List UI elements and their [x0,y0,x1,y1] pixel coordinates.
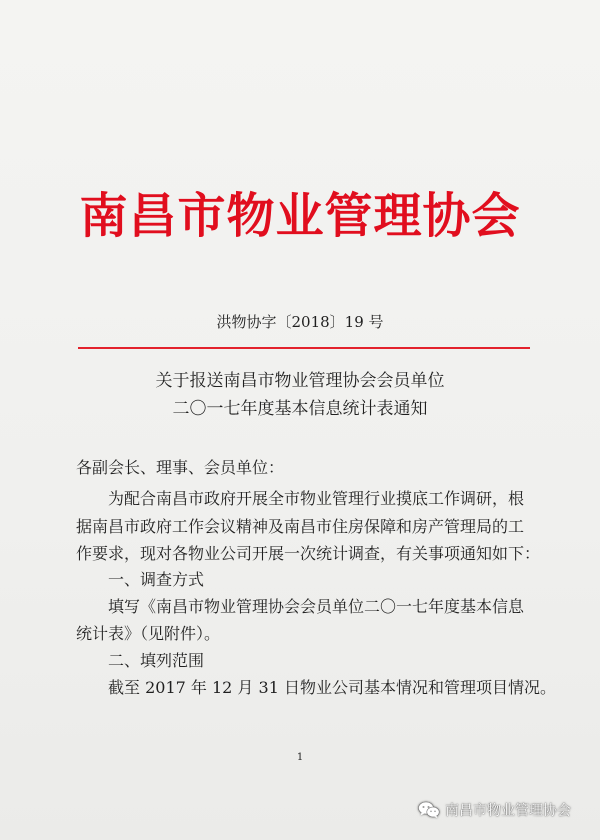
red-divider-line [78,347,530,349]
notice-title-line-1: 关于报送南昌市物业管理协会会员单位 [155,371,445,391]
section-2-text: 截至 2017 年 12 月 31 日物业公司基本情况和管理项目情况。 [108,678,556,697]
salutation: 各副会长、理事、会员单位： [76,458,285,477]
section-1-heading: 一、调查方式 [108,570,205,589]
intro-line-3: 作要求，现对各物业公司开展一次统计调查，有关事项通知如下： [76,544,541,563]
section-2-heading: 二、填列范围 [108,651,205,670]
organization-header: 南昌市物业管理协会 [79,188,521,244]
page-number: 1 [296,752,304,763]
intro-line-2: 据南昌市政府工作会议精神及南昌市住房保障和房产管理局的工 [76,517,525,536]
section-1-line-2: 统计表》（见附件）。 [76,624,221,643]
section-1-line-1: 填写《南昌市物业管理协会会员单位二〇一七年度基本信息 [108,597,525,616]
intro-line-1: 为配合南昌市政府开展全市物业管理行业摸底工作调研，根 [108,489,525,508]
watermark-text: 南昌市物业管理协会 [445,803,571,819]
wechat-watermark [418,798,571,822]
wechat-icon [418,801,440,819]
notice-title-line-2: 二〇一七年度基本信息统计表通知 [172,399,428,419]
document-number: 洪物协字〔2018〕19 号 [216,313,384,331]
